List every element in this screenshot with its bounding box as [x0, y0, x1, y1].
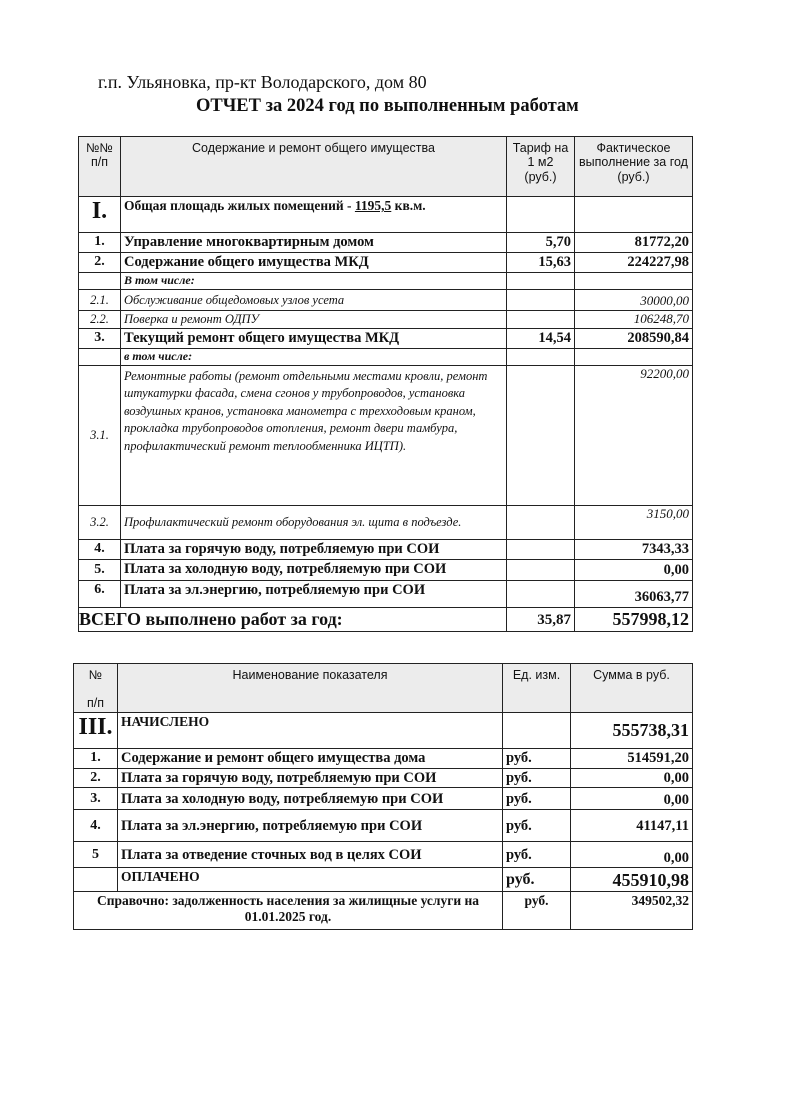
table-row: 2. Плата за горячую воду, потребляемую при СОИ руб. 0,00 [74, 768, 693, 788]
section-num: III. [74, 712, 118, 748]
paid-unit: руб. [503, 868, 571, 892]
area-label: Общая площадь жилых помещений - [124, 198, 355, 213]
table-row: 6. Плата за эл.энергию, потребляемую при СОИ 36063,77 [79, 580, 693, 607]
works-table-header [79, 137, 693, 197]
accruals-table [73, 663, 693, 930]
header-actual: Фактическое выполнение за год (руб.) [575, 137, 693, 197]
table-row: 1. Содержание и ремонт общего имущества дома руб. 514591,20 [74, 748, 693, 768]
table-row: 5 Плата за отведение сточных вод в целях СОИ руб. 0,00 [74, 842, 693, 868]
header-num: №№ п/п [79, 137, 121, 197]
table-row: 1. Управление многоквартирным домом 5,70 81772,20 [79, 233, 693, 253]
accruals-table-header [74, 664, 693, 713]
area-unit: кв.м. [391, 198, 426, 213]
table-row: 3. Текущий ремонт общего имущества МКД 14,54 208590,84 [79, 328, 693, 348]
paid-value: 455910,98 [571, 868, 693, 892]
paid-row [74, 868, 693, 892]
works-table [78, 136, 693, 632]
reference-unit: руб. [503, 892, 571, 930]
table-row: 3. Плата за холодную воду, потребляемую при СОИ руб. 0,00 [74, 788, 693, 810]
header-unit: Ед. изм. [503, 664, 571, 713]
section-num: I. [79, 197, 121, 233]
report-title: ОТЧЕТ за 2024 год по выполненным работам [196, 96, 579, 116]
total-tariff: 35,87 [507, 607, 575, 631]
charged-value: 555738,31 [571, 712, 693, 748]
reference-row [74, 892, 693, 930]
area-value: 1195,5 [354, 198, 392, 213]
total-value: 557998,12 [575, 607, 693, 631]
table-row: В том числе: [79, 273, 693, 290]
reference-value: 349502,32 [571, 892, 693, 930]
total-row [79, 607, 693, 631]
header-tariff: Тариф на 1 м2 (руб.) [507, 137, 575, 197]
total-label: ВСЕГО выполнено работ за год: [79, 607, 507, 631]
paid-label: ОПЛАЧЕНО [118, 868, 503, 892]
table-row: 4. Плата за эл.энергию, потребляемую при СОИ руб. 41147,11 [74, 810, 693, 842]
table-row: 2.1. Обслуживание общедомовых узлов усета 30000,00 [79, 289, 693, 310]
table-row: 2. Содержание общего имущества МКД 15,63 224227,98 [79, 253, 693, 273]
table-row: в том числе: [79, 348, 693, 365]
header-content: Содержание и ремонт общего имущества [121, 137, 507, 197]
table-row: 3.1. Ремонтные работы (ремонт отдельными местами кровли, ремонт штукатурки фасада, смена сгонов у трубопроводов, установка воздушных кранов, установка манометра с трехходовым краном, прокладка трубопроводов отопления, ремонт двери тамбура, профилактический ремонт теплообменника ИЦТП). 92200,00 [79, 365, 693, 505]
header-name: Наименование показателя [118, 664, 503, 713]
header-num: № п/п [74, 664, 118, 713]
reference-label: Справочно: задолженность населения за жилищные услуги на 01.01.2025 год. [74, 892, 503, 930]
table-row: 5. Плата за холодную воду, потребляемую при СОИ 0,00 [79, 559, 693, 580]
header-sum: Сумма в руб. [571, 664, 693, 713]
table-row: 3.2. Профилактический ремонт оборудования эл. щита в подъезде. 3150,00 [79, 505, 693, 539]
table-row: 4. Плата за горячую воду, потребляемую при СОИ 7343,33 [79, 539, 693, 559]
area-cell [121, 197, 507, 233]
address: г.п. Ульяновка, пр-кт Володарского, дом 80 [98, 72, 427, 92]
charged-label: НАЧИСЛЕНО [118, 712, 503, 748]
table-row [79, 197, 693, 233]
charged-row [74, 712, 693, 748]
table-row: 2.2. Поверка и ремонт ОДПУ 106248,70 [79, 310, 693, 328]
